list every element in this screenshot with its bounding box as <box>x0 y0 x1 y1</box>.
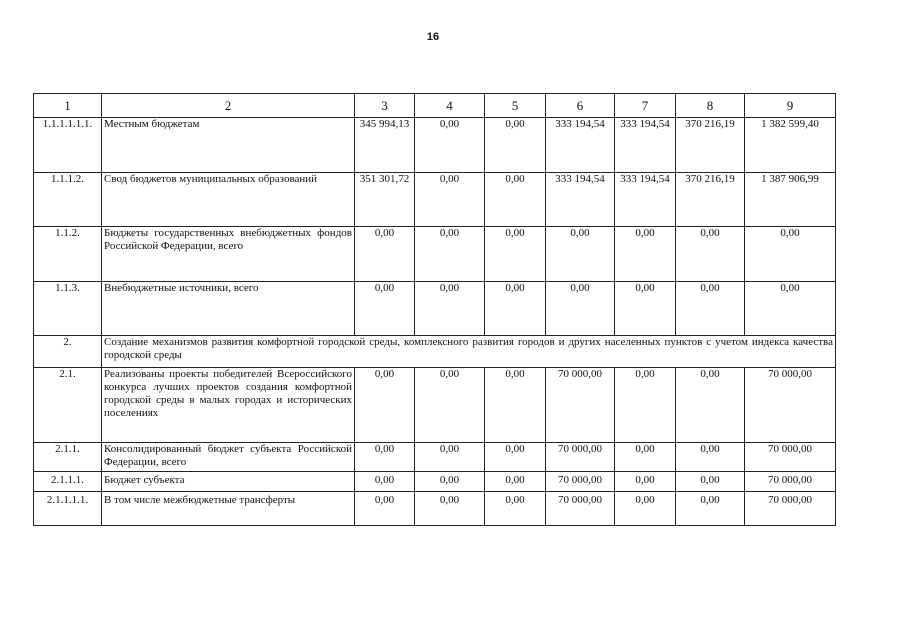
header-cell: 7 <box>615 94 676 118</box>
value-cell: 0,00 <box>745 282 836 336</box>
table-row <box>34 472 836 492</box>
value-cell: 0,00 <box>415 492 485 526</box>
value-cell: 0,00 <box>485 118 546 173</box>
row-code: 1.1.1.1.1.1. <box>34 118 102 173</box>
value-cell: 0,00 <box>676 368 745 443</box>
value-cell: 0,00 <box>676 492 745 526</box>
value-cell: 0,00 <box>485 368 546 443</box>
value-cell: 0,00 <box>546 227 615 282</box>
value-cell: 370 216,19 <box>676 173 745 227</box>
header-cell: 2 <box>102 94 355 118</box>
value-cell: 0,00 <box>355 443 415 472</box>
row-name: Внебюджетные источники, всего <box>102 282 355 336</box>
row-name: Бюджет субъекта <box>102 472 355 492</box>
value-cell: 0,00 <box>415 368 485 443</box>
row-code: 1.1.3. <box>34 282 102 336</box>
row-code: 1.1.2. <box>34 227 102 282</box>
value-cell: 0,00 <box>415 282 485 336</box>
table-row <box>34 368 836 443</box>
value-cell: 0,00 <box>615 282 676 336</box>
value-cell: 70 000,00 <box>546 472 615 492</box>
header-cell: 8 <box>676 94 745 118</box>
value-cell: 70 000,00 <box>546 492 615 526</box>
value-cell: 0,00 <box>485 472 546 492</box>
table-row <box>34 492 836 526</box>
value-cell: 70 000,00 <box>546 443 615 472</box>
budget-table <box>33 93 836 526</box>
value-cell: 1 382 599,40 <box>745 118 836 173</box>
table-row <box>34 118 836 173</box>
row-name: Местным бюджетам <box>102 118 355 173</box>
row-code: 2.1.1.1. <box>34 472 102 492</box>
value-cell: 0,00 <box>485 443 546 472</box>
value-cell: 333 194,54 <box>615 173 676 227</box>
value-cell: 0,00 <box>415 443 485 472</box>
value-cell: 370 216,19 <box>676 118 745 173</box>
row-code: 1.1.1.2. <box>34 173 102 227</box>
section-title: Создание механизмов развития комфортной городской среды, комплексного развития городов и других населенных пунктов с учетом индекса качества городской среды <box>102 336 836 368</box>
value-cell: 333 194,54 <box>546 118 615 173</box>
value-cell: 70 000,00 <box>745 443 836 472</box>
value-cell: 0,00 <box>355 472 415 492</box>
row-code: 2.1. <box>34 368 102 443</box>
value-cell: 0,00 <box>415 173 485 227</box>
value-cell: 351 301,72 <box>355 173 415 227</box>
row-name: В том числе межбюджетные трансферты <box>102 492 355 526</box>
value-cell: 0,00 <box>355 368 415 443</box>
value-cell: 0,00 <box>615 492 676 526</box>
value-cell: 333 194,54 <box>615 118 676 173</box>
table-row <box>34 443 836 472</box>
value-cell: 0,00 <box>415 227 485 282</box>
table-row <box>34 173 836 227</box>
value-cell: 1 387 906,99 <box>745 173 836 227</box>
value-cell: 0,00 <box>485 227 546 282</box>
header-cell: 1 <box>34 94 102 118</box>
value-cell: 0,00 <box>615 227 676 282</box>
value-cell: 0,00 <box>485 173 546 227</box>
value-cell: 70 000,00 <box>745 492 836 526</box>
section-row <box>34 336 836 368</box>
row-name: Бюджеты государственных внебюджетных фондов Российской Федерации, всего <box>102 227 355 282</box>
row-code: 2.1.1.1.1. <box>34 492 102 526</box>
value-cell: 0,00 <box>415 118 485 173</box>
value-cell: 0,00 <box>485 492 546 526</box>
table-row <box>34 227 836 282</box>
table-row <box>34 282 836 336</box>
value-cell: 0,00 <box>615 472 676 492</box>
page-number: 16 <box>426 31 440 43</box>
row-name: Консолидированный бюджет субъекта Российской Федерации, всего <box>102 443 355 472</box>
value-cell: 0,00 <box>355 227 415 282</box>
header-cell: 6 <box>546 94 615 118</box>
row-code: 2. <box>34 336 102 368</box>
row-code: 2.1.1. <box>34 443 102 472</box>
value-cell: 0,00 <box>615 368 676 443</box>
value-cell: 0,00 <box>676 472 745 492</box>
value-cell: 70 000,00 <box>745 368 836 443</box>
header-row <box>34 94 836 118</box>
header-cell: 5 <box>485 94 546 118</box>
value-cell: 0,00 <box>615 443 676 472</box>
header-cell: 3 <box>355 94 415 118</box>
value-cell: 0,00 <box>745 227 836 282</box>
row-name: Свод бюджетов муниципальных образований <box>102 173 355 227</box>
value-cell: 0,00 <box>415 472 485 492</box>
value-cell: 70 000,00 <box>745 472 836 492</box>
header-cell: 9 <box>745 94 836 118</box>
value-cell: 70 000,00 <box>546 368 615 443</box>
row-name: Реализованы проекты победителей Всероссийского конкурса лучших проектов создания комфортной городской среды в малых городах и исторических поселениях <box>102 368 355 443</box>
value-cell: 0,00 <box>676 227 745 282</box>
value-cell: 0,00 <box>676 282 745 336</box>
value-cell: 0,00 <box>355 282 415 336</box>
value-cell: 0,00 <box>485 282 546 336</box>
header-cell: 4 <box>415 94 485 118</box>
value-cell: 345 994,13 <box>355 118 415 173</box>
value-cell: 0,00 <box>546 282 615 336</box>
value-cell: 333 194,54 <box>546 173 615 227</box>
value-cell: 0,00 <box>355 492 415 526</box>
value-cell: 0,00 <box>676 443 745 472</box>
